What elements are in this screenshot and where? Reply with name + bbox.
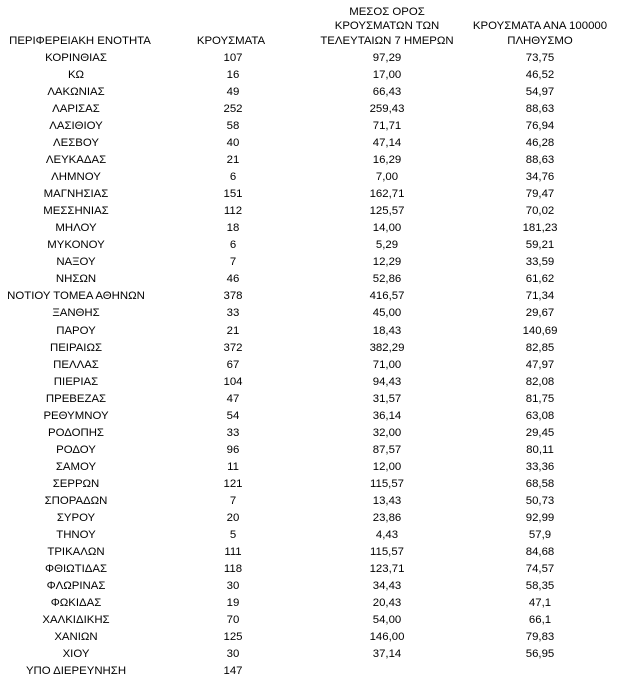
per-100k-cell: 63,08 <box>525 409 555 422</box>
cases-cell: 40 <box>226 137 240 150</box>
header-avg-line-1: ΜΕΣΟΣ ΟΡΟΣ <box>349 5 425 18</box>
cases-cell: 30 <box>226 579 240 592</box>
average-cell: 14,00 <box>372 222 402 235</box>
header-avg-line-3: ΤΕΛΕΥΤΑΙΩΝ 7 ΗΜΕΡΩΝ <box>320 34 454 47</box>
header-per100k-line-2: ΠΛΗΘΥΣΜΟ <box>507 34 573 47</box>
region-cell: ΜΥΚΟΝΟΥ <box>47 239 105 252</box>
header-region <box>0 34 160 49</box>
average-cell: 34,43 <box>372 579 402 592</box>
per-100k-cell: 59,21 <box>525 239 555 252</box>
region-cell: ΛΕΥΚΑΔΑΣ <box>45 154 107 167</box>
per-100k-cell: 70,02 <box>525 205 555 218</box>
per-100k-cell: 81,75 <box>525 392 555 405</box>
cases-cell: 111 <box>224 545 242 558</box>
region-cell: ΝΑΞΟΥ <box>56 256 96 269</box>
cases-cell: 7 <box>229 256 237 269</box>
region-cell: ΧΑΝΙΩΝ <box>54 631 98 644</box>
per-100k-cell: 92,99 <box>525 511 555 524</box>
region-cell: ΛΕΣΒΟΥ <box>53 137 99 150</box>
per-100k-cell: 33,36 <box>525 460 555 473</box>
region-cell: ΦΘΙΩΤΙΔΑΣ <box>45 562 107 575</box>
per-100k-cell: 56,95 <box>525 648 555 661</box>
cases-cell: 47 <box>226 392 240 405</box>
table-row <box>0 595 624 612</box>
region-cell: ΛΑΡΙΣΑΣ <box>52 103 100 116</box>
table-row <box>0 305 624 322</box>
region-cell: ΜΕΣΣΗΝΙΑΣ <box>43 205 109 218</box>
table-row <box>0 578 624 595</box>
per-100k-cell: 73,75 <box>525 52 555 64</box>
average-cell: 5,29 <box>375 239 399 252</box>
table-row <box>0 663 624 680</box>
cases-cell: 112 <box>223 205 243 218</box>
table-row <box>0 493 624 510</box>
region-cell: ΧΙΟΥ <box>62 648 90 661</box>
per-100k-cell: 79,83 <box>525 631 555 644</box>
average-cell: 4,43 <box>375 528 399 541</box>
average-cell: 87,57 <box>372 443 402 456</box>
cases-cell: 104 <box>223 375 243 388</box>
per-100k-cell: 66,1 <box>528 614 552 627</box>
region-cell: ΠΕΙΡΑΙΩΣ <box>49 341 103 354</box>
average-cell: 23,86 <box>372 511 402 524</box>
cases-cell: 5 <box>229 528 237 541</box>
region-cell: ΠΕΛΛΑΣ <box>53 358 99 371</box>
table-row <box>0 220 624 237</box>
per-100k-cell: 50,73 <box>525 494 555 507</box>
average-cell: 115,57 <box>370 477 404 490</box>
region-cell: ΞΑΝΘΗΣ <box>52 307 100 320</box>
table-row <box>0 271 624 288</box>
per-100k-cell: 61,62 <box>525 273 555 286</box>
region-cell: ΦΛΩΡΙΝΑΣ <box>46 579 106 592</box>
cases-cell: 378 <box>223 290 243 303</box>
average-cell: 20,43 <box>372 597 402 609</box>
table-row <box>0 459 624 476</box>
average-cell: 125,57 <box>369 205 405 218</box>
cases-cell: 6 <box>229 239 237 252</box>
average-cell: 146,00 <box>369 631 405 644</box>
cases-cell: 7 <box>229 494 237 507</box>
average-cell: 54,00 <box>372 614 402 627</box>
region-cell: ΡΕΘΥΜΝΟΥ <box>43 409 109 422</box>
header-avg-line-2: ΚΡΟΥΣΜΑΤΩΝ ΤΩΝ <box>334 20 440 32</box>
per-100k-cell: 47,1 <box>528 597 552 609</box>
per-100k-cell: 76,94 <box>525 120 555 133</box>
average-cell: 32,00 <box>372 426 402 439</box>
table-row <box>0 476 624 493</box>
table-row <box>0 408 624 425</box>
cases-cell: 20 <box>226 511 240 524</box>
per-100k-cell: 140,69 <box>522 324 558 337</box>
average-cell: 71,00 <box>372 358 402 371</box>
table-row <box>0 101 624 118</box>
cases-cell: 121 <box>223 477 243 490</box>
cases-cell: 107 <box>223 52 243 64</box>
average-cell: 36,14 <box>372 409 402 422</box>
cases-cell: 33 <box>226 426 240 439</box>
cases-cell: 19 <box>226 597 240 609</box>
header-region-label: ΠΕΡΙΦΕΡΕΙΑΚΗ ΕΝΟΤΗΤΑ <box>9 34 151 47</box>
per-100k-cell: 82,08 <box>525 375 555 388</box>
cases-cell: 6 <box>229 171 237 184</box>
per-100k-cell: 80,11 <box>526 443 554 456</box>
per-100k-cell: 88,63 <box>525 103 555 116</box>
region-cell: ΣΥΡΟΥ <box>56 511 96 524</box>
region-cell: ΡΟΔΟΥ <box>56 443 96 456</box>
per-100k-cell: 54,97 <box>525 86 555 99</box>
table-row <box>0 527 624 544</box>
table-row <box>0 84 624 101</box>
per-100k-cell: 88,63 <box>525 154 555 167</box>
average-cell: 123,71 <box>369 562 405 575</box>
region-cell: ΠΑΡΟΥ <box>56 324 96 337</box>
average-cell: 115,57 <box>370 545 404 558</box>
average-cell: 12,29 <box>372 256 402 269</box>
cases-cell: 16 <box>226 69 240 82</box>
cases-cell: 70 <box>226 614 240 627</box>
table-row <box>0 254 624 271</box>
cases-cell: 49 <box>226 86 240 99</box>
average-cell: 7,00 <box>375 171 399 184</box>
average-cell: 47,14 <box>372 137 402 150</box>
cases-cell: 54 <box>226 409 240 422</box>
table-row <box>0 152 624 169</box>
table-row <box>0 135 624 152</box>
cases-cell: 11 <box>227 460 239 473</box>
cases-cell: 96 <box>226 443 240 456</box>
average-cell: 13,43 <box>372 494 402 507</box>
cases-cell: 252 <box>223 103 243 116</box>
table-row <box>0 169 624 186</box>
average-cell: 94,43 <box>372 375 402 388</box>
region-cell: ΚΟΡΙΝΘΙΑΣ <box>45 52 107 64</box>
table-row <box>0 186 624 203</box>
per-100k-cell: 71,34 <box>525 290 555 303</box>
region-cell: ΤΡΙΚΑΛΩΝ <box>47 545 105 558</box>
region-cell: ΣΑΜΟΥ <box>55 460 97 473</box>
per-100k-cell: 33,59 <box>525 256 555 269</box>
per-100k-cell: 82,85 <box>525 341 555 354</box>
table-row <box>0 561 624 578</box>
average-cell: 16,29 <box>372 154 402 167</box>
cases-cell: 147 <box>223 665 243 678</box>
table-row <box>0 340 624 357</box>
header-per-100k <box>460 19 620 48</box>
table-row <box>0 629 624 646</box>
cases-cell: 67 <box>226 358 240 371</box>
per-100k-cell: 84,68 <box>525 545 555 558</box>
table-row <box>0 442 624 459</box>
average-cell: 382,29 <box>369 341 405 354</box>
average-cell: 71,71 <box>372 120 402 133</box>
average-cell: 97,29 <box>372 52 402 64</box>
region-cell: ΛΑΣΙΘΙΟΥ <box>49 120 103 133</box>
average-cell: 416,57 <box>369 290 405 303</box>
region-cell: ΝΗΣΩΝ <box>55 273 97 286</box>
cases-cell: 33 <box>226 307 240 320</box>
per-100k-cell: 58,35 <box>525 579 555 592</box>
average-cell: 45,00 <box>372 307 402 320</box>
region-cell: ΥΠΟ ΔΙΕΡΕΥΝΗΣΗ <box>25 665 127 678</box>
header-cases <box>186 34 276 49</box>
per-100k-cell: 74,57 <box>525 562 555 575</box>
region-cell: ΛΗΜΝΟΥ <box>51 171 101 184</box>
table-row <box>0 374 624 391</box>
table-row <box>0 646 624 663</box>
average-cell: 52,86 <box>372 273 402 286</box>
average-cell: 37,14 <box>372 648 402 661</box>
cases-cell: 151 <box>223 188 243 201</box>
average-cell: 17,00 <box>372 69 402 82</box>
average-cell: 162,71 <box>369 188 405 201</box>
cases-cell: 46 <box>226 273 240 286</box>
average-cell: 66,43 <box>372 86 402 99</box>
region-cell: ΦΩΚΙΔΑΣ <box>50 597 102 609</box>
average-cell: 31,57 <box>372 392 402 405</box>
table-row <box>0 425 624 442</box>
table-row <box>0 510 624 527</box>
average-cell: 259,43 <box>369 103 405 116</box>
region-cell: ΛΑΚΩΝΙΑΣ <box>47 86 105 99</box>
region-cell: ΣΕΡΡΩΝ <box>52 477 100 490</box>
table-row <box>0 612 624 629</box>
header-cases-label: ΚΡΟΥΣΜΑΤΑ <box>196 34 266 47</box>
per-100k-cell: 47,97 <box>525 358 555 371</box>
region-cell: ΠΙΕΡΙΑΣ <box>53 375 99 388</box>
per-100k-cell: 34,76 <box>525 171 555 184</box>
table-row <box>0 391 624 408</box>
table-row <box>0 118 624 135</box>
cases-cell: 18 <box>226 222 240 235</box>
table-body <box>0 50 624 680</box>
cases-cell: 21 <box>226 324 240 337</box>
table-row <box>0 288 624 305</box>
average-cell: 12,00 <box>372 460 402 473</box>
table-row <box>0 67 624 84</box>
cases-cell: 21 <box>226 154 240 167</box>
average-cell: 18,43 <box>372 324 402 337</box>
region-cell: ΣΠΟΡΑΔΩΝ <box>44 494 108 507</box>
region-cell: ΜΑΓΝΗΣΙΑΣ <box>43 188 109 201</box>
region-cell: ΤΗΝΟΥ <box>56 528 96 541</box>
header-seven-day-average <box>308 5 466 49</box>
header-per100k-line-1: ΚΡΟΥΣΜΑΤΑ ΑΝΑ 100000 <box>472 20 608 32</box>
table-row <box>0 323 624 340</box>
cases-cell: 30 <box>226 648 240 661</box>
per-100k-cell: 29,67 <box>525 307 555 320</box>
per-100k-cell: 57,9 <box>528 528 552 541</box>
cases-cell: 372 <box>223 341 243 354</box>
region-cell: ΜΗΛΟΥ <box>55 222 97 235</box>
table-row <box>0 237 624 254</box>
region-cell: ΡΟΔΟΠΗΣ <box>48 426 104 439</box>
region-cell: ΠΡΕΒΕΖΑΣ <box>45 392 107 405</box>
region-cell: ΧΑΛΚΙΔΙΚΗΣ <box>42 614 110 627</box>
cases-cell: 58 <box>226 120 240 133</box>
per-100k-cell: 68,58 <box>525 477 555 490</box>
per-100k-cell: 181,23 <box>522 222 558 235</box>
table-row <box>0 50 624 67</box>
table-header <box>0 0 624 50</box>
per-100k-cell: 46,52 <box>525 69 555 82</box>
per-100k-cell: 46,28 <box>525 137 555 150</box>
table-row <box>0 357 624 374</box>
per-100k-cell: 79,47 <box>525 188 555 201</box>
region-cell: ΚΩ <box>67 69 85 82</box>
table-row <box>0 203 624 220</box>
per-100k-cell: 29,45 <box>525 426 555 439</box>
cases-cell: 125 <box>223 631 243 644</box>
region-cell: ΝΟΤΙΟΥ ΤΟΜΕΑ ΑΘΗΝΩΝ <box>7 290 145 303</box>
table-row <box>0 544 624 561</box>
cases-cell: 118 <box>223 562 243 575</box>
